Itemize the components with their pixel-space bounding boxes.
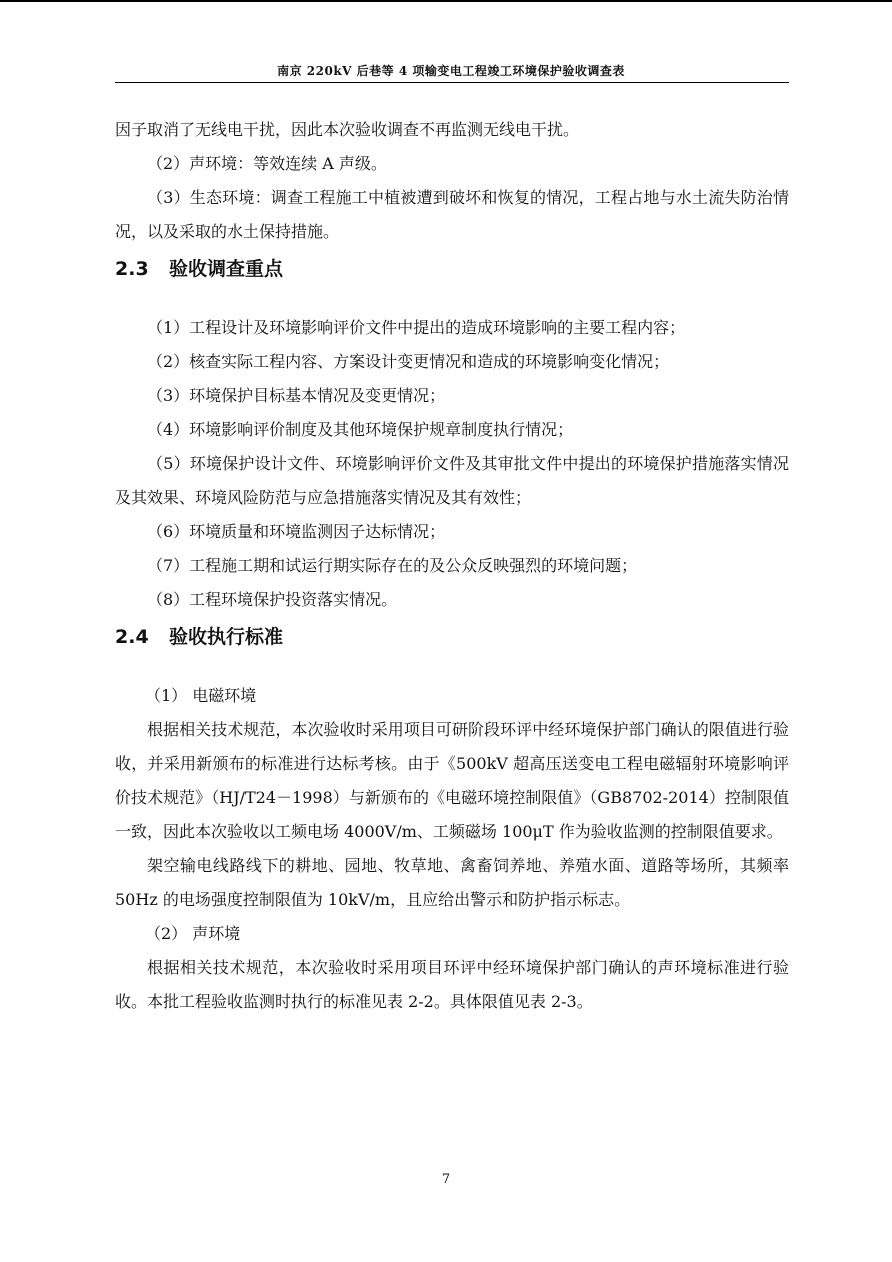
page-number: 7 xyxy=(441,1172,451,1187)
section-number: 2.4 xyxy=(115,626,149,648)
section-title: 验收调查重点 xyxy=(169,258,284,280)
top-border-line xyxy=(0,0,892,2)
paragraph-acoustic-standard: 根据相关技术规范，本次验收时采用项目环评中经环境保护部门确认的声环境标准进行验收。本批工程验收监测时执行的标准见表 2-2。具体限值见表 2-3。 xyxy=(115,958,789,1011)
header-rule xyxy=(115,82,789,83)
running-header: 南京 220kV 后巷等 4 项输变电工程竣工环境保护验收调查表 xyxy=(277,64,625,78)
spacer xyxy=(115,289,789,311)
page-body xyxy=(115,113,789,1019)
list-item: （5）环境保护设计文件、环境影响评价文件及其审批文件中提出的环境保护措施落实情况及其效果、环境风险防范与应急措施落实情况及其有效性； xyxy=(115,454,789,507)
section-title: 验收执行标准 xyxy=(169,626,284,648)
paragraph-continuation: 因子取消了无线电干扰，因此本次验收调查不再监测无线电干扰。 xyxy=(115,120,580,139)
subsection-heading-acoustic: （2） 声环境 xyxy=(145,924,241,943)
paragraph-electromagnetic-standard: 根据相关技术规范，本次验收时采用项目可研阶段环评中经环境保护部门确认的限值进行验收，并采用新颁布的标准进行达标考核。由于《500kV 超高压送变电工程电磁辐射环境影响评价技术规范》（HJ/T24－1998）与新颁布的《电磁环境控制限值》（GB8702-2014）控制限值一致，因此本次验收以工频电场 4000V/m、工频磁场 100μT 作为验收监测的控制限值要求。 xyxy=(115,720,789,841)
list-item: （1）工程设计及环境影响评价文件中提出的造成环境影响的主要工程内容； xyxy=(147,318,686,337)
list-item: （8）工程环境保护投资落实情况。 xyxy=(147,590,398,609)
list-item: （7）工程施工期和试运行期实际存在的及公众反映强烈的环境问题； xyxy=(147,556,638,575)
list-item: （3）环境保护目标基本情况及变更情况； xyxy=(147,386,446,405)
list-item: （6）环境质量和环境监测因子达标情况； xyxy=(147,522,446,541)
paragraph-acoustic-environment: （2）声环境：等效连续 A 声级。 xyxy=(147,154,387,173)
section-number: 2.3 xyxy=(115,258,149,280)
list-item: （2）核查实际工程内容、方案设计变更情况和造成的环境影响变化情况； xyxy=(147,352,670,371)
subsection-heading-electromagnetic: （1） 电磁环境 xyxy=(145,686,257,705)
spacer xyxy=(115,657,789,679)
section-heading-2-3 xyxy=(115,249,789,289)
section-heading-2-4 xyxy=(115,617,789,657)
paragraph-overhead-line-limit: 架空输电线路线下的耕地、园地、牧草地、禽畜饲养地、养殖水面、道路等场所，其频率 50Hz 的电场强度控制限值为 10kV/m，且应给出警示和防护指示标志。 xyxy=(115,856,789,909)
list-item: （4）环境影响评价制度及其他环境保护规章制度执行情况； xyxy=(147,420,574,439)
paragraph-ecological-environment: （3）生态环境：调查工程施工中植被遭到破坏和恢复的情况，工程占地与水土流失防治情况，以及采取的水土保持措施。 xyxy=(115,188,789,241)
